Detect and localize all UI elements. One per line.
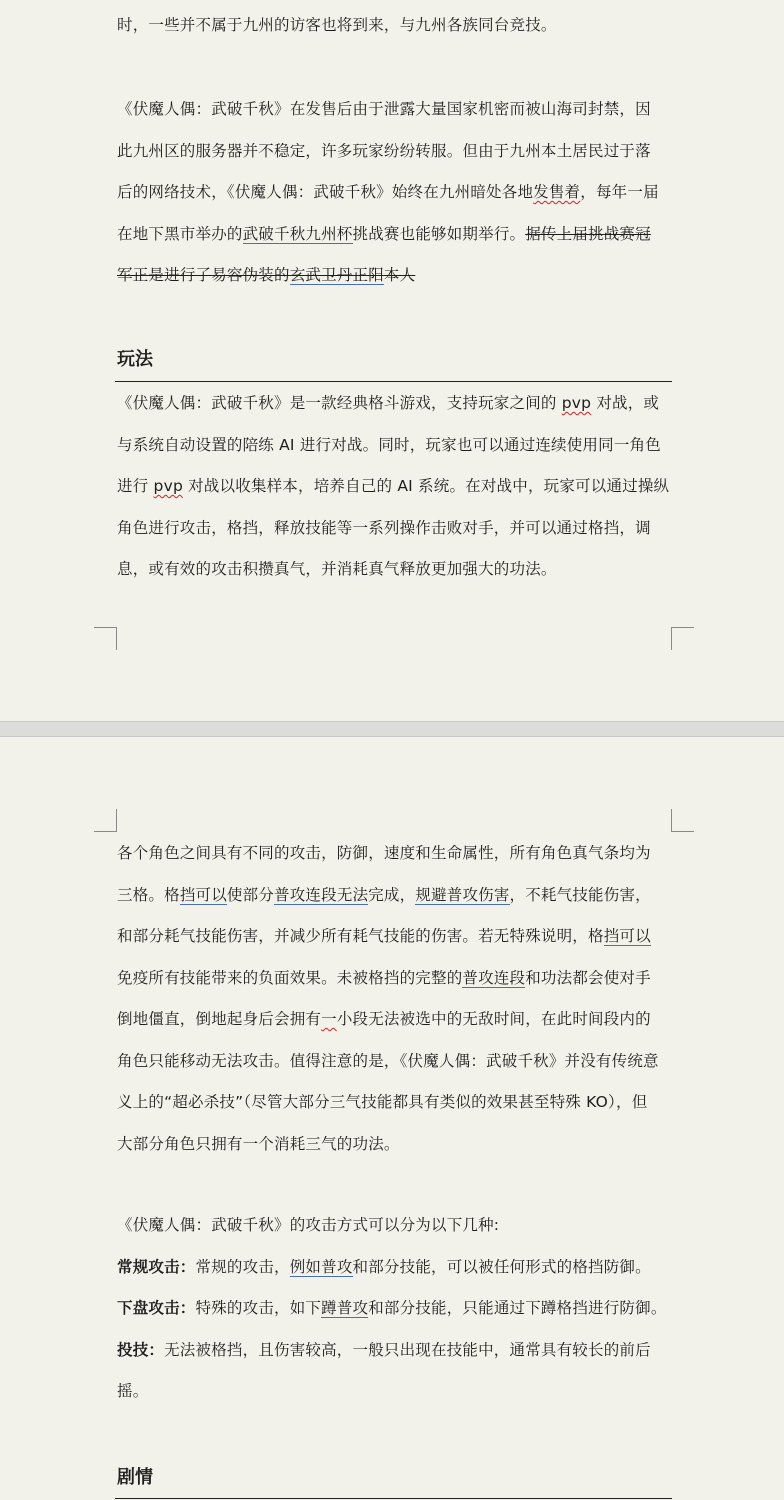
document-page-2	[0, 737, 784, 1500]
grammar-mark: 普攻连段无法	[274, 885, 369, 904]
grammar-mark: 普攻连段	[462, 968, 526, 987]
text-line: 各个角色之间具有不同的攻击，防御，速度和生命属性，所有角色真气条均为	[117, 844, 651, 862]
margin-corner-mark	[671, 627, 694, 650]
text-line: 进行 pvp 对战以收集样本，培养自己的 AI 系统。在对战中，玩家可以通过操纵	[117, 477, 670, 495]
heading-story: 剧情	[117, 1467, 153, 1488]
grammar-mark: 规避普攻伤害	[415, 885, 510, 904]
text-line: 免疫所有技能带来的负面效果。未被格挡的完整的普攻连段和功法都会使对手	[117, 968, 651, 987]
grammar-mark: 蹲普攻	[321, 1299, 369, 1317]
spellcheck-mark: pvp	[153, 477, 183, 495]
paragraph-history	[117, 89, 677, 297]
spellcheck-mark: pvp	[561, 394, 592, 412]
spellcheck-mark: 一	[321, 1010, 337, 1028]
heading-rule	[115, 1498, 672, 1499]
text-line: 角色进行攻击，格挡，释放技能等一系列操作击败对手，并可以通过格挡，调	[117, 518, 651, 537]
text-line: 摇。	[117, 1382, 149, 1400]
heading-rule	[115, 381, 672, 382]
grammar-mark: 例如普攻	[289, 1257, 353, 1276]
document-page-1	[0, 0, 784, 721]
paragraph-attributes	[117, 833, 677, 1165]
text-line: 角色只能移动无法攻击。值得注意的是，《伏魔人偶：武破千秋》并没有传统意	[117, 1051, 659, 1070]
strikethrough-text: 玄武卫丹正阳	[289, 266, 384, 284]
attack-throw: 投技：无法被格挡，且伤害较高，一般只出现在技能中，通常具有较长的前后	[117, 1340, 651, 1359]
text-line: 和部分耗气技能伤害，并减少所有耗气技能的伤害。若无特殊说明，格挡可以	[117, 927, 651, 945]
text-line: 《伏魔人偶：武破千秋》是一款经典格斗游戏，支持玩家之间的 pvp 对战，或	[117, 394, 660, 412]
margin-corner-mark	[94, 809, 117, 832]
margin-corner-mark	[671, 809, 694, 832]
paragraph-intro-tail: 时，一些并不属于九州的访客也将到来，与九州各族同台竞技。	[117, 16, 557, 34]
strikethrough-text: 军正是进行了易容伪装的	[117, 266, 290, 284]
text-line: 在地下黑市举办的武破千秋九州杯挑战赛也能够如期举行。据传上届挑战赛冠	[117, 224, 651, 243]
text-line: 后的网络技术，《伏魔人偶：武破千秋》始终在九州暗处各地发售着，每年一届	[117, 183, 659, 201]
attack-low: 下盘攻击：特殊的攻击，如下蹲普攻和部分技能，只能通过下蹲格挡进行防御。	[117, 1299, 667, 1317]
grammar-mark: 挡可以	[179, 885, 227, 904]
strikethrough-text: 据传上届挑战赛冠	[525, 224, 651, 243]
text-line: 此九州区的服务器并不稳定，许多玩家纷纷转服。但由于九州本土居民过于落	[117, 141, 651, 160]
grammar-mark: 武破千秋九州杯	[242, 224, 353, 243]
text-line	[117, 255, 677, 297]
strikethrough-text: 本人	[383, 266, 416, 284]
paragraph-gameplay	[117, 383, 677, 591]
grammar-mark: 挡可以	[603, 927, 651, 945]
margin-corner-mark	[94, 627, 117, 650]
text-line: 义上的“超必杀技”（尽管大部分三气技能都具有类似的效果甚至特殊 KO），但	[117, 1093, 648, 1111]
page-break-gap	[0, 721, 784, 737]
text-line: 大部分角色只拥有一个消耗三气的功法。	[117, 1134, 400, 1153]
text-line: 三格。格挡可以使部分普攻连段无法完成，规避普攻伤害，不耗气技能伤害，	[117, 885, 651, 904]
attack-types-list	[117, 1205, 677, 1413]
text-line: 《伏魔人偶：武破千秋》在发售后由于泄露大量国家机密而被山海司封禁，因	[117, 100, 651, 118]
spellcheck-mark: 发售着	[533, 183, 581, 201]
attack-normal: 常规攻击：常规的攻击，例如普攻和部分技能，可以被任何形式的格挡防御。	[117, 1257, 651, 1276]
attack-intro: 《伏魔人偶：武破千秋》的攻击方式可以分为以下几种:	[117, 1216, 500, 1234]
text-line: 倒地僵直，倒地起身后会拥有一小段无法被选中的无敌时间，在此时间段内的	[117, 1010, 651, 1028]
text-line: 息，或有效的攻击积攒真气，并消耗真气释放更加强大的功法。	[117, 560, 557, 578]
heading-gameplay: 玩法	[117, 349, 153, 370]
text-line: 与系统自动设置的陪练 AI 进行对战。同时，玩家也可以通过连续使用同一角色	[117, 435, 661, 454]
